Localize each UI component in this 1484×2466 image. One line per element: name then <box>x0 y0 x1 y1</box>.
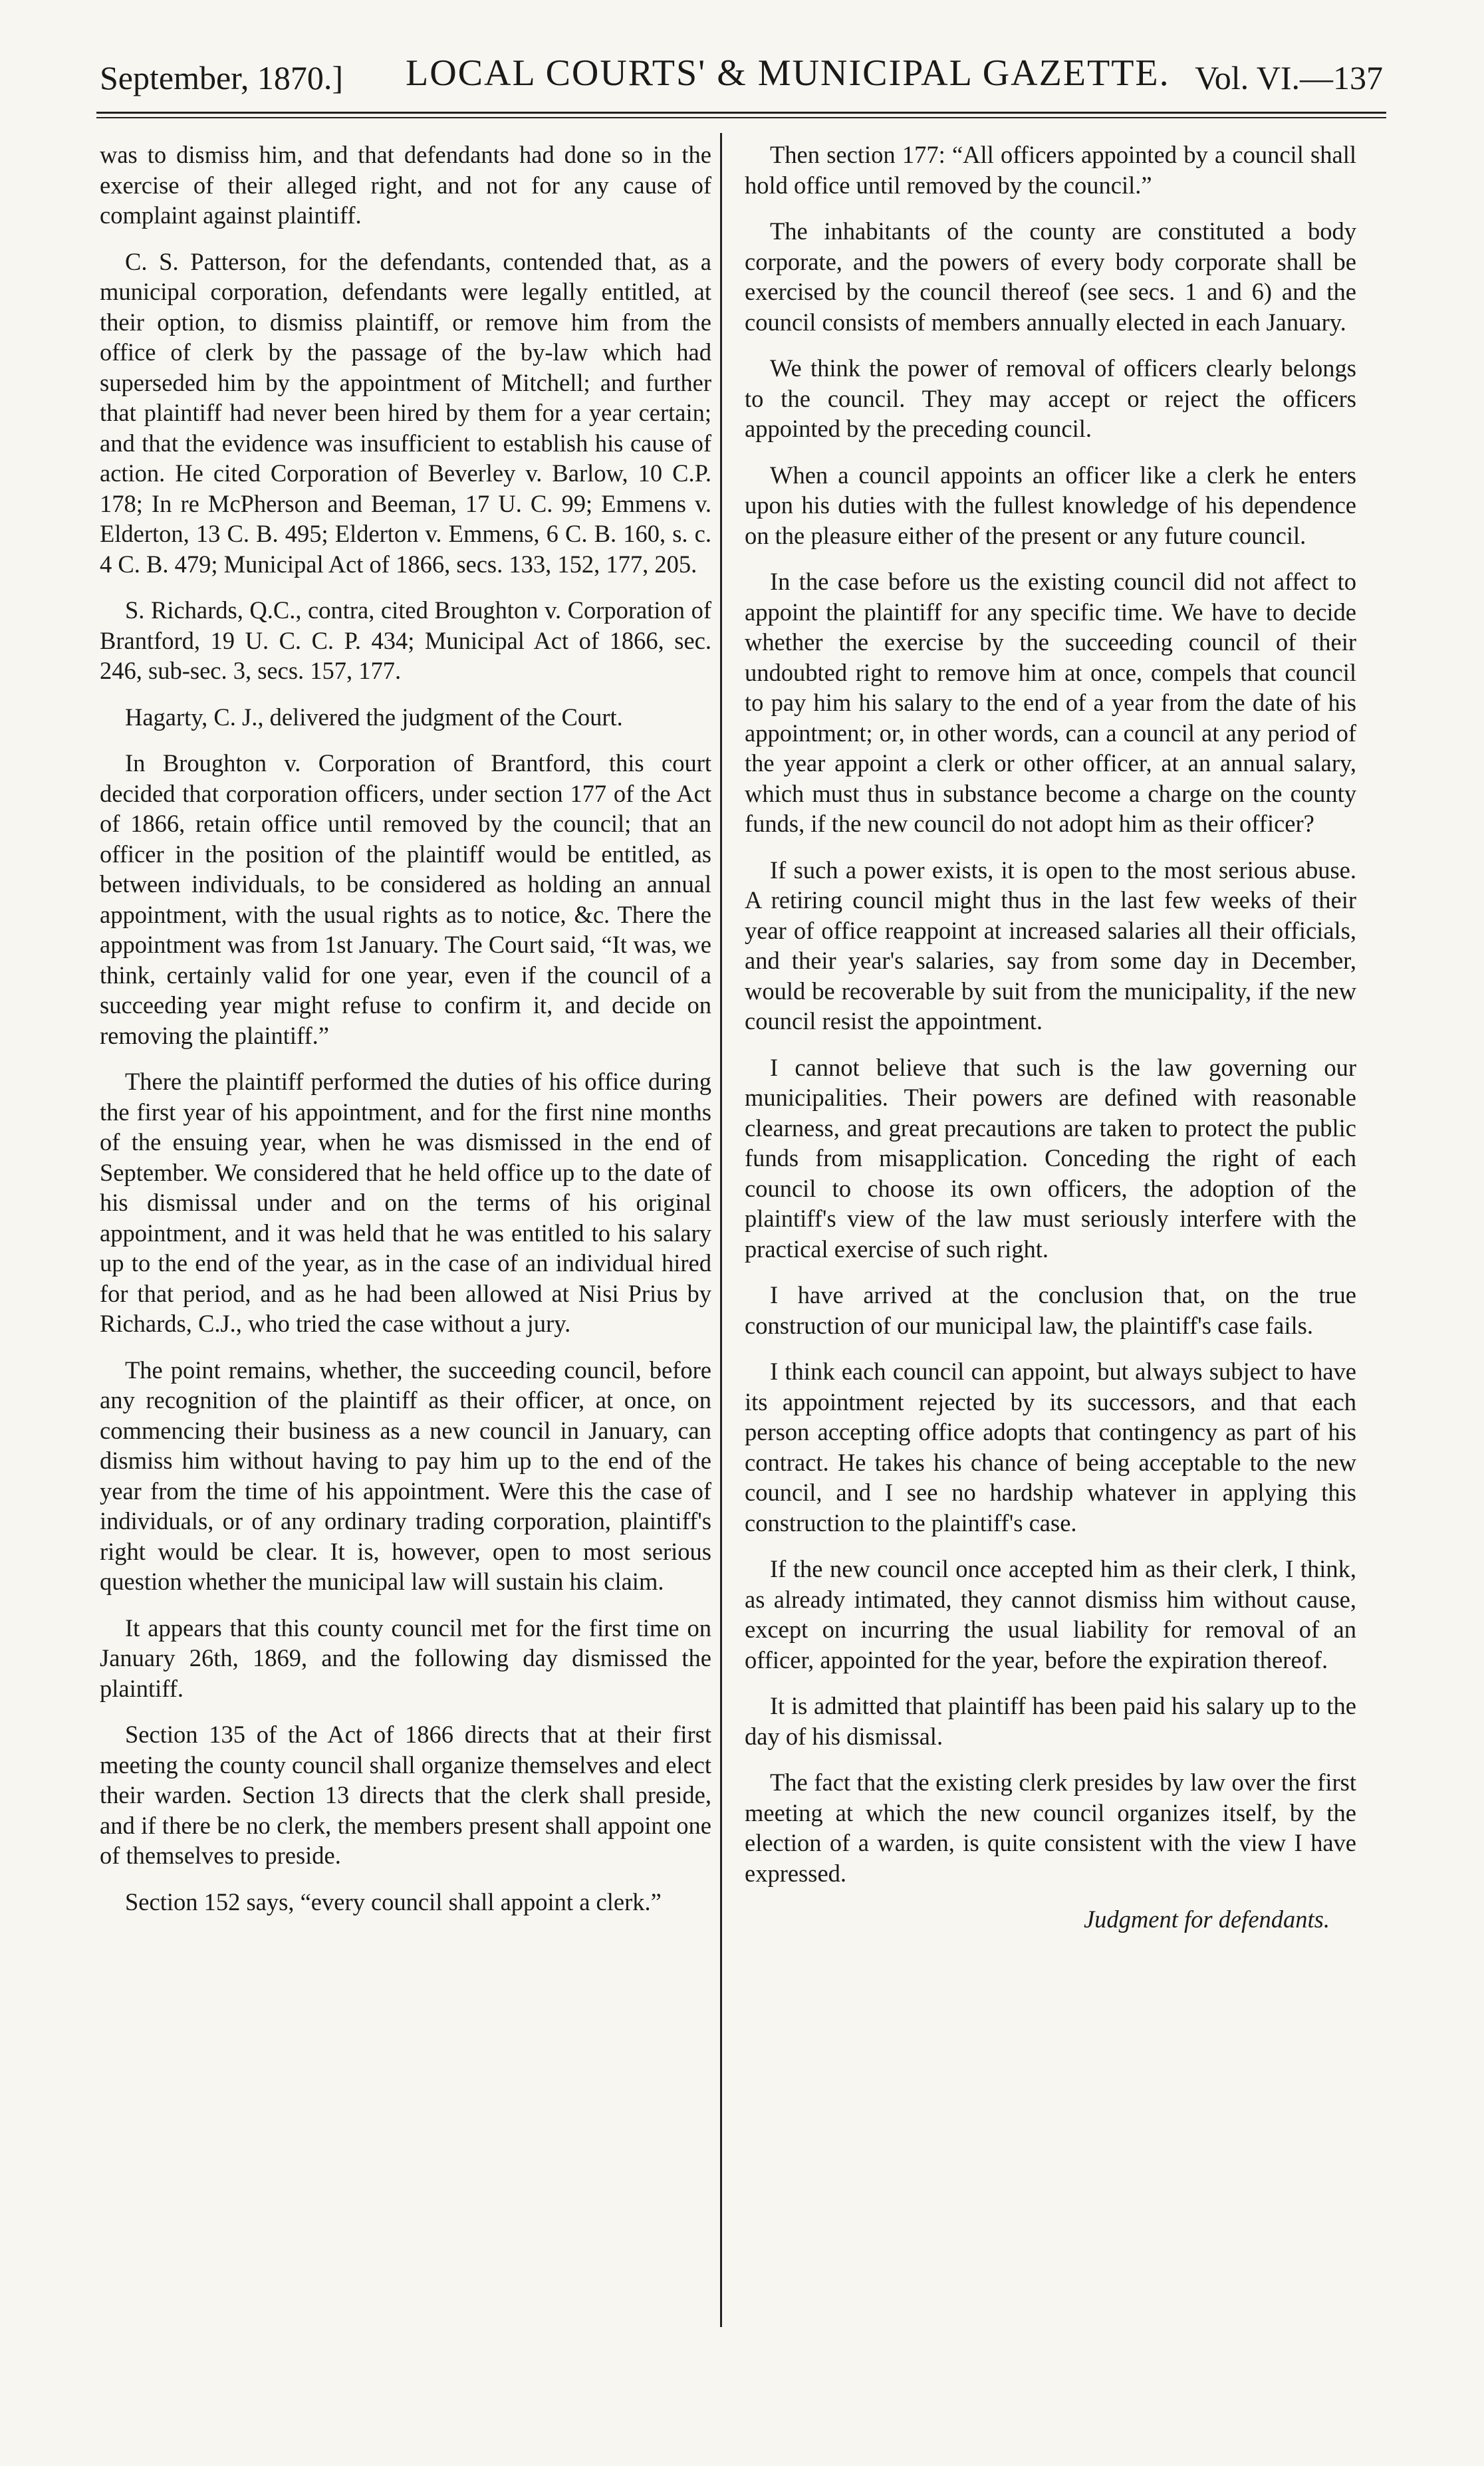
paragraph: I have arrived at the conclusion that, on the true construction of our municipal law, the plaintiff's case fails. <box>745 1281 1356 1339</box>
paragraph: In the case before us the existing council did not affect to appoint the plaintiff for any specific time. We have to decide whether the exercise by the succeeding council of their undoubted right to remove him at once, compels that council to pay him his salary to the end of a year from the date of his appointment; or, in other words, can a council at any period of the year appoint a clerk or other officer, at an annual salary, which must thus in substance become a charge on the county funds, if the new council do not adopt him as their officer? <box>745 568 1356 837</box>
paragraph: It appears that this county council met for the first time on January 26th, 1869, and the following day dismissed the plaintiff. <box>100 1614 711 1702</box>
paragraph: When a council appoints an officer like a clerk he enters upon his duties with the fullest knowledge of his dependence on the pleasure either of the present or any future council. <box>745 461 1356 549</box>
paragraph: If such a power exists, it is open to the most serious abuse. A retiring council might thus in the last few weeks of their year of office reappoint at increased salaries all their officials, and their year's salaries, say from some day in December, would be recoverable by suit from the municipality, if the new council resist the appointment. <box>745 856 1356 1035</box>
column-divider <box>720 133 722 2327</box>
header-title: LOCAL COURTS' & MUNICIPAL GAZETTE. <box>406 53 1170 94</box>
paragraph: was to dismiss him, and that defendants had done so in the exercise of their alleged right, and not for any cause of complaint against plaintiff. <box>100 141 711 229</box>
header-rule-inner <box>96 117 1386 118</box>
page-header <box>100 52 1383 105</box>
paragraph: In Broughton v. Corporation of Brantford, this court decided that corporation officers, under section 177 of the Act of 1866, retain office until removed by the council; that an officer in the position of the plaintiff would be entitled, as between individuals, to be considered as holding an annual appointment, with the usual rights as to notice, &c. There the appointment was from 1st January. The Court said, “It was, we think, certainly valid for one year, even if the council of a succeeding year might refuse to confirm it, and decide on removing the plaintiff.” <box>100 749 711 1049</box>
paragraph: I cannot believe that such is the law governing our municipalities. Their powers are defined with reasonable clearness, and great precautions are taken to protect the public funds from misapplication. Conceding the right of each council to choose its own officers, the adoption of the plaintiff's view of the law must seriously interfere with the practical exercise of such right. <box>745 1053 1356 1263</box>
header-volume: Vol. VI.—137 <box>1195 59 1383 96</box>
paragraph: It is admitted that plaintiff has been paid his salary up to the day of his dismissal. <box>745 1692 1356 1750</box>
paragraph: S. Richards, Q.C., contra, cited Broughton v. Corporation of Brantford, 19 U. C. C. P. 434; Municipal Act of 1866, sec. 246, sub-sec. 3, secs. 157, 177. <box>100 596 711 684</box>
paragraph: The inhabitants of the county are constituted a body corporate, and the powers of every body corporate shall be exercised by the council thereof (see secs. 1 and 6) and the council consists of members annually elected in each January. <box>745 217 1356 336</box>
paragraph: Then section 177: “All officers appointed by a council shall hold office until removed by the council.” <box>745 141 1356 199</box>
paragraph: Section 152 says, “every council shall appoint a clerk.” <box>125 1888 662 1915</box>
paragraph: C. S. Patterson, for the defendants, contended that, as a municipal corporation, defendants were legally entitled, at their option, to dismiss plaintiff, or remove him from the office of clerk by the passage of the by-law which had superseded him by the appointment of Mitchell; and further that plaintiff had never been hired by them for a year certain; and that the evidence was insufficient to establish his cause of action. He cited Corporation of Beverley v. Barlow, 10 C.P. 178; In re McPherson and Beeman, 17 U. C. 99; Emmens v. Elderton, 13 C. B. 495; Elderton v. Emmens, 6 C. B. 160, s. c. 4 C. B. 479; Municipal Act of 1866, secs. 133, 152, 177, 205. <box>100 247 711 578</box>
paragraph: We think the power of removal of officers clearly belongs to the council. They may accept or reject the officers appointed by the preceding council. <box>745 354 1356 442</box>
paragraph: The point remains, whether, the succeeding council, before any recognition of the plaintiff as their officer, at once, on commencing their business as a new council in January, can dismiss him without having to pay him up to the end of the year from the time of his appointment. Were this the case of individuals, or of any ordinary trading corporation, plaintiff's right would be clear. It is, however, open to most serious question whether the municipal law will sustain his claim. <box>100 1356 711 1595</box>
paragraph: If the new council once accepted him as their clerk, I think, as already intimated, they cannot dismiss him without cause, except on incurring the usual liability for removal of an officer, appointed for the year, before the expiration thereof. <box>745 1555 1356 1673</box>
header-date: September, 1870.] <box>100 59 343 96</box>
header-rule <box>96 112 1386 114</box>
left-column <box>100 140 711 1933</box>
paragraph: There the plaintiff performed the duties of his office during the first year of his appointment, and for the first nine months of the ensuing year, when he was dismissed in the end of September. We considered that he held office up to the date of his dismissal under and on the terms of his original appointment, and it was held that he was entitled to his salary up to the end of the year, as in the case of an individual hired for that period, and as he had been allowed at Nisi Prius by Richards, C.J., who tried the case without a jury. <box>100 1068 711 1337</box>
paragraph: The fact that the existing clerk presides by law over the first meeting at which the new council organizes itself, by the election of a warden, is quite consistent with the view I have expressed. <box>745 1769 1356 1887</box>
paragraph: Section 135 of the Act of 1866 directs that at their first meeting the county council shall organize themselves and elect their warden. Section 13 directs that the clerk shall preside, and if there be no clerk, the members present shall appoint one of themselves to preside. <box>100 1721 711 1869</box>
paragraph: Hagarty, C. J., delivered the judgment of the Court. <box>125 703 623 731</box>
verdict: Judgment for defendants. <box>1083 1906 1330 1933</box>
right-column <box>745 140 1356 1935</box>
paragraph: I think each council can appoint, but always subject to have its appointment rejected by its successors, and that each person accepting office adopts that contingency as part of his contract. He takes his chance of being acceptable to the new council, and I see no hardship whatever in applying this construction to the plaintiff's case. <box>745 1358 1356 1537</box>
